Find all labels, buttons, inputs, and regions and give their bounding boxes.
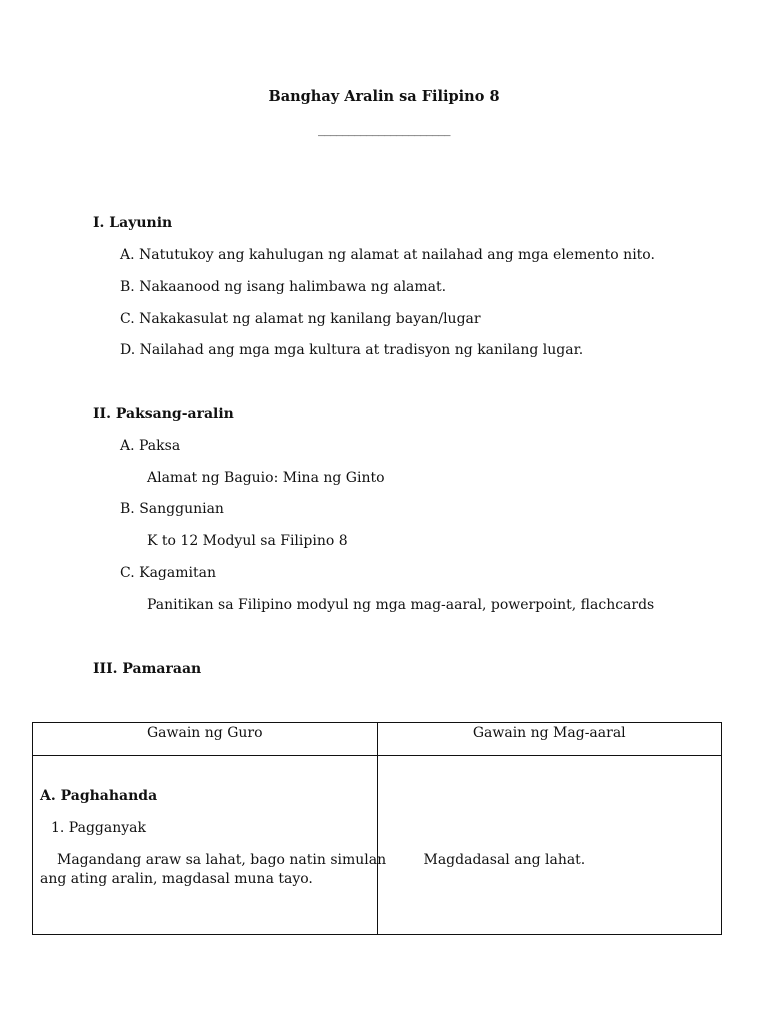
layunin-item: D. Nailahad ang mga mga kultura at tradisyon ng kanilang lugar. (120, 342, 584, 358)
sanggunian-label: B. Sanggunian (120, 501, 224, 517)
guro-line-1: Magandang araw sa lahat, bago natin simulan (57, 852, 387, 868)
activity-table (32, 722, 722, 935)
kagamitan-value: Panitikan sa Filipino modyul ng mga mag-aaral, powerpoint, flachcards (147, 597, 655, 613)
heading-layunin: I. Layunin (93, 215, 173, 231)
paghahanda-heading: A. Paghahanda (40, 788, 158, 804)
name-blank-line: ______________________ (318, 122, 450, 137)
table-row (33, 756, 722, 935)
kagamitan-label: C. Kagamitan (120, 565, 216, 581)
document-title: Banghay Aralin sa Filipino 8 (268, 88, 500, 105)
layunin-item: C. Nakakasulat ng alamat ng kanilang bayan/lugar (120, 311, 481, 327)
heading-pamaraan: III. Pamaraan (93, 661, 202, 677)
table-header-row (33, 723, 722, 756)
layunin-item: A. Natutukoy ang kahulugan ng alamat at nailahad ang mga elemento nito. (120, 247, 655, 263)
header-label-magaaral: Gawain ng Mag-aaral (472, 725, 626, 741)
magaaral-response: Magdadasal ang lahat. (423, 852, 586, 868)
sanggunian-value: K to 12 Modyul sa Filipino 8 (147, 533, 348, 549)
header-cell-guro (33, 723, 378, 756)
paksa-value: Alamat ng Baguio: Mina ng Ginto (147, 470, 385, 486)
paksa-label: A. Paksa (120, 438, 181, 454)
guro-cell (33, 756, 387, 935)
header-label-guro: Gawain ng Guro (146, 725, 263, 741)
header-cell-magaaral (377, 723, 722, 756)
guro-line-2: ang ating aralin, magdasal muna tayo. (40, 871, 313, 887)
heading-paksang-aralin: II. Paksang-aralin (93, 406, 234, 422)
magaaral-cell (377, 756, 722, 935)
layunin-item: B. Nakaanood ng isang halimbawa ng alamat. (120, 279, 447, 295)
pagganyak-label: 1. Pagganyak (51, 820, 146, 836)
